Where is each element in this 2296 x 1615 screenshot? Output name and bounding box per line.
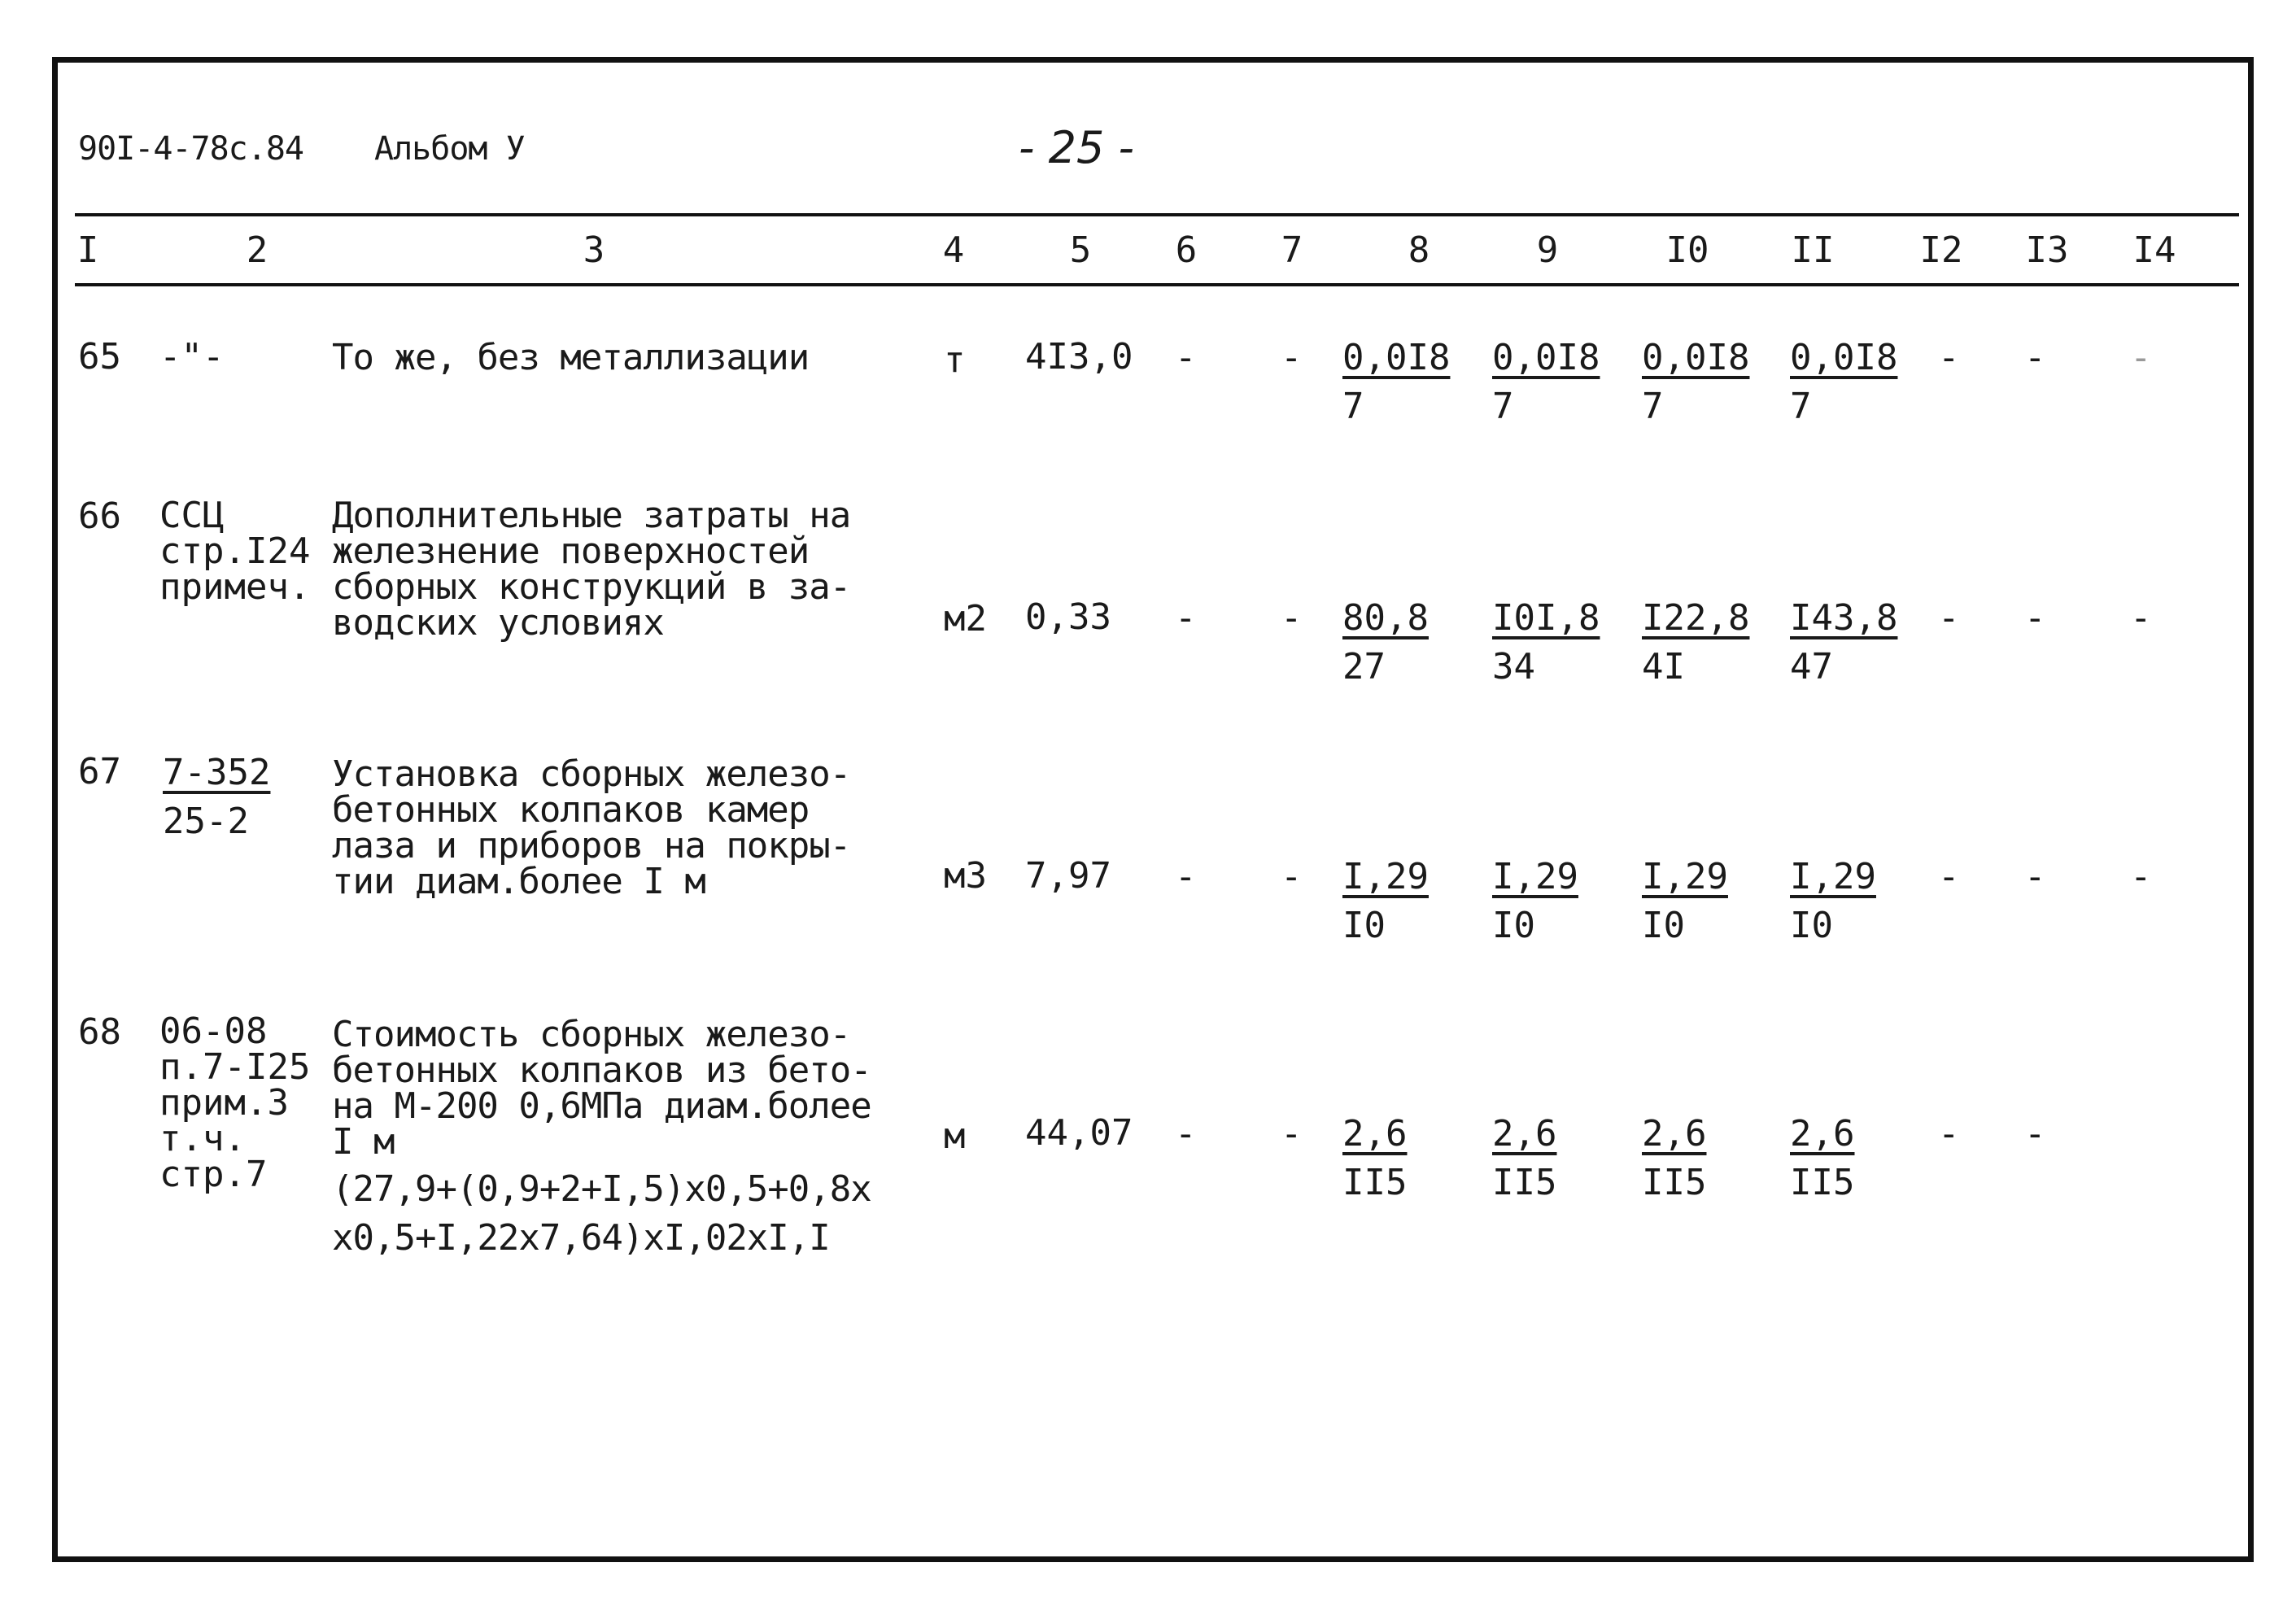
col-header-11: II	[1791, 229, 1835, 271]
row-65-unit: т	[944, 339, 966, 381]
row-66-col8-num: 80,8	[1342, 597, 1429, 639]
table-header-rule	[75, 283, 2239, 286]
row-65-col8-num: 0,0I8	[1342, 337, 1451, 378]
col-header-3: 3	[583, 229, 605, 271]
row-67-col6: -	[1175, 856, 1197, 897]
row-68-col8-den: II5	[1342, 1162, 1408, 1203]
row-68-col11-den: II5	[1790, 1162, 1855, 1203]
row-65-description: То же, без металлизации	[332, 337, 810, 378]
row-66-col13: -	[2024, 597, 2046, 639]
row-68-col10	[1642, 1110, 1706, 1207]
col-header-13: I3	[2025, 229, 2069, 271]
row-67-col10-num: I,29	[1642, 856, 1728, 897]
row-68-formula: (27,9+(0,9+2+I,5)x0,5+0,8x x0,5+I,22x7,64)xI,02xI,I	[332, 1168, 871, 1259]
row-66-col11	[1790, 594, 1897, 692]
row-66-unit: м2	[944, 598, 987, 639]
row-65-col9	[1492, 334, 1600, 431]
row-68-description: Стоимость сборных железо- бетонных колпаков из бето- на М-200 0,6МПа диам.более I м	[332, 1014, 871, 1163]
row-68-col10-num: 2,6	[1642, 1113, 1707, 1155]
row-65-col11-den: 7	[1790, 386, 1812, 427]
col-header-2: 2	[246, 229, 268, 271]
row-68-num: 68	[78, 1011, 121, 1053]
row-65-col8-den: 7	[1342, 386, 1364, 427]
row-65-col8	[1342, 334, 1450, 431]
row-68-col11	[1790, 1110, 1854, 1207]
col-header-8: 8	[1408, 229, 1430, 271]
row-65-code: -"-	[159, 336, 225, 378]
row-66-col11-den: 47	[1790, 646, 1833, 687]
row-65-value: 4I3,0	[1025, 336, 1133, 378]
row-65-col14: -	[2130, 337, 2152, 378]
row-68-col12: -	[1938, 1113, 1960, 1155]
page-number: - 25 -	[1019, 122, 1135, 173]
row-68-col6: -	[1175, 1113, 1197, 1155]
row-67-num: 67	[78, 751, 121, 792]
col-header-4: 4	[942, 229, 965, 271]
album-label: Альбом У	[374, 130, 525, 168]
row-67-code-den: 25-2	[163, 801, 249, 842]
row-65-col11-num: 0,0I8	[1790, 337, 1898, 378]
row-67-col11	[1790, 853, 1876, 950]
row-65-col9-num: 0,0I8	[1492, 337, 1600, 378]
row-67-col9-den: I0	[1492, 905, 1535, 946]
row-66-col8	[1342, 594, 1429, 692]
row-66-col11-num: I43,8	[1790, 597, 1898, 639]
row-66-col9	[1492, 594, 1600, 692]
col-header-12: I2	[1919, 229, 1963, 271]
row-66-col10-num: I22,8	[1642, 597, 1750, 639]
row-68-col8-num: 2,6	[1342, 1113, 1408, 1155]
row-68-col9	[1492, 1110, 1556, 1207]
row-67-code-num: 7-352	[163, 752, 271, 793]
row-67-value: 7,97	[1025, 855, 1111, 897]
row-66-col10-den: 4I	[1642, 646, 1685, 687]
row-66-num: 66	[78, 495, 121, 537]
row-66-col8-den: 27	[1342, 646, 1386, 687]
row-68-unit: м	[944, 1115, 966, 1157]
row-67-col8-num: I,29	[1342, 856, 1429, 897]
col-header-6: 6	[1175, 229, 1198, 271]
row-67-col9	[1492, 853, 1578, 950]
row-67-col12: -	[1938, 856, 1960, 897]
row-65-num: 65	[78, 336, 121, 378]
row-66-code: ССЦ стр.I24 примеч.	[159, 495, 311, 608]
row-67-col9-num: I,29	[1492, 856, 1578, 897]
row-68-col11-num: 2,6	[1790, 1113, 1855, 1155]
row-67-col8-den: I0	[1342, 905, 1386, 946]
row-67-code	[163, 749, 270, 846]
row-65-col12: -	[1938, 337, 1960, 378]
row-67-col13: -	[2024, 856, 2046, 897]
row-68-col7: -	[1281, 1113, 1303, 1155]
row-68-col8	[1342, 1110, 1407, 1207]
row-65-col9-den: 7	[1492, 386, 1514, 427]
row-68-col9-num: 2,6	[1492, 1113, 1557, 1155]
row-68-value: 44,07	[1025, 1112, 1133, 1154]
row-67-col7: -	[1281, 856, 1303, 897]
row-65-col7: -	[1281, 337, 1303, 378]
row-68-col9-den: II5	[1492, 1162, 1557, 1203]
row-67-col14: -	[2130, 856, 2152, 897]
row-67-col8	[1342, 853, 1429, 950]
row-66-col12: -	[1938, 597, 1960, 639]
row-67-col10	[1642, 853, 1728, 950]
row-66-col10	[1642, 594, 1749, 692]
doc-code: 90I-4-78с.84	[78, 130, 303, 168]
col-header-9: 9	[1536, 229, 1559, 271]
row-65-col10	[1642, 334, 1749, 431]
row-67-col10-den: I0	[1642, 905, 1685, 946]
row-66-col7: -	[1281, 597, 1303, 639]
col-header-10: I0	[1665, 229, 1709, 271]
row-65-col6: -	[1175, 337, 1197, 378]
row-66-col6: -	[1175, 597, 1197, 639]
table-top-rule	[75, 213, 2239, 216]
row-65-col13: -	[2024, 337, 2046, 378]
col-header-7: 7	[1281, 229, 1303, 271]
row-66-col9-num: I0I,8	[1492, 597, 1600, 639]
row-67-description: Установка сборных железо- бетонных колпаков камер лаза и приборов на покры- тии диам.более I м	[332, 753, 851, 902]
row-65-col10-den: 7	[1642, 386, 1664, 427]
col-header-5: 5	[1069, 229, 1092, 271]
row-68-col13: -	[2024, 1113, 2046, 1155]
row-67-col11-den: I0	[1790, 905, 1833, 946]
row-66-description: Дополнительные затраты на железнение поверхностей сборных конструкций в за- водских условиях	[332, 495, 851, 644]
col-header-14: I4	[2132, 229, 2176, 271]
row-65-col10-num: 0,0I8	[1642, 337, 1750, 378]
row-67-col11-num: I,29	[1790, 856, 1876, 897]
row-66-value: 0,33	[1025, 596, 1111, 638]
row-65-col11	[1790, 334, 1897, 431]
row-68-code: 06-08 п.7-I25 прим.3 т.ч. стр.7	[159, 1010, 311, 1195]
row-66-col14: -	[2130, 597, 2152, 639]
row-68-col10-den: II5	[1642, 1162, 1707, 1203]
col-header-1: I	[76, 229, 99, 271]
row-66-col9-den: 34	[1492, 646, 1535, 687]
row-67-unit: м3	[944, 855, 987, 897]
